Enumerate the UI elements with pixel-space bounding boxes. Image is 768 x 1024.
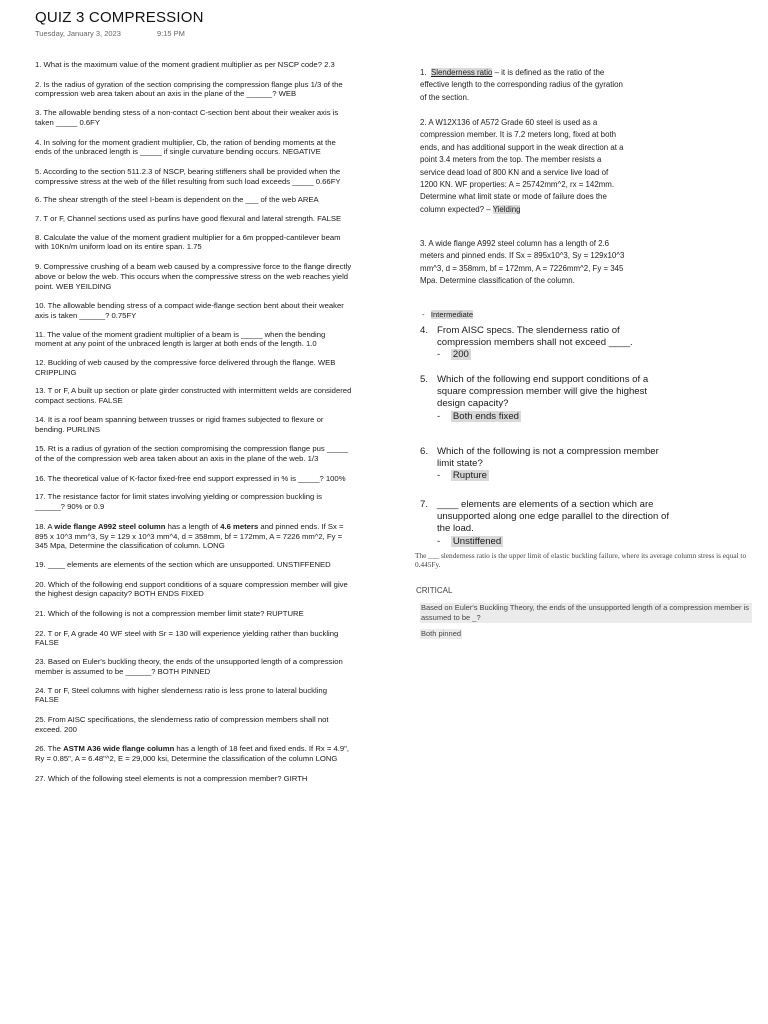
right-question-3: 3. A wide flange A992 steel column has a length of 2.6 meters and pinned ends. If Sx = 895x10^3, Sy = 129x10^3 mm^3, d = 358mm, bf = 172mm, A = 7226mm^2, Fy = 345 Mpa. Determine classification of the column. [420, 239, 625, 286]
question-item: 4. In solving for the moment gradient multiplier, Cb, the ration of bending moments at the ends of the unbraced length is _____ if single curvature bending occurs. NEGATIVE [35, 137, 336, 157]
question-item: 7. T or F, Channel sections used as purlins have good flexural and lateral strength. FALSE [35, 214, 342, 224]
question-item: 10. The allowable bending stress of a compact wide-flange section bent about their weaker axis is taken ______? 0.75FY [35, 301, 344, 320]
question-item: 17. The resistance factor for limit states involving yielding or compression buckling is ______? 90% or 0.9 [35, 492, 322, 512]
page-date: Tuesday, January 3, 2023 [35, 29, 121, 38]
right-answer: - Both ends fixed [437, 410, 520, 422]
slenderness-term: Slenderness ratio [430, 68, 493, 77]
euler-answer: Both pinned [421, 629, 462, 638]
page-meta [35, 29, 185, 38]
question-item: 6. The shear strength of the steel I-beam is dependent on the ___ of the web AREA [35, 195, 319, 205]
question-item: 21. Which of the following is not a compression member limit state? RUPTURE [35, 609, 304, 619]
serif-note: The ___ slenderness ratio is the upper limit of elastic buckling failure, where its average column stress is equal to 0.445Fy. [415, 551, 747, 569]
question-item: 16. The theoretical value of K-factor fixed-free end support expressed in % is _____? 100% [35, 473, 346, 483]
left-question-list [35, 60, 353, 783]
right-question-4: 4. From AISC specs. The slenderness ratio of compression members shall not exceed ____. - 200 [420, 325, 670, 362]
critical-label: CRITICAL [416, 586, 453, 595]
question-item: 24. T or F, Steel columns with higher slenderness ratio is less prone to lateral buckling FALSE [35, 685, 327, 705]
right-answer: - Rupture [437, 470, 488, 482]
right-question-5: 5. Which of the following end support conditions of a square compression member will give the highest design capacity? - Both ends fixed [420, 374, 670, 423]
question-item: 11. The value of the moment gradient multiplier of a beam is _____ when the bending moment at any point of the unbraced length is larger at both ends of the length. 1.0 [35, 329, 326, 349]
question-item: 1. What is the maximum value of the moment gradient multiplier as per NSCP code? 2.3 [35, 60, 335, 69]
question-item: 3. The allowable bending stess of a non-contact C-section bent about their weaker axis is taken _____ 0.6FY [35, 108, 339, 127]
question-item: 8. Calculate the value of the moment gradient multiplier for a 6m propped-cantilever beam with 10Kn/m uniform load on its entire span. 1.75 [35, 232, 341, 252]
page-time: 9:15 PM [156, 29, 185, 38]
question-item: 13. T or F, A built up section or plate girder constructed with intermittent welds are considered compact sections. FALSE [35, 386, 352, 406]
question-item: 18. A wide flange A992 steel column has a length of 4.6 meters and pinned ends. If Sx = 895 x 10^3 mm^3, Sy = 129 x 10^3 mm^4, d = 358mm, bf = 172mm, A = 7226 mm^2, Fy = 345 Mpa, Determine the classification of column. LONG [35, 521, 344, 551]
page-title: QUIZ 3 COMPRESSION [35, 9, 204, 26]
right-answer-yielding: Yielding [492, 204, 521, 214]
right-question-1: 1. Slenderness ratio – it is defined as the ratio of the effective length to the corresponding radius of the gyration of the section. [420, 68, 623, 102]
question-item: 26. The ASTM A36 wide flange column has a length of 18 feet and fixed ends. If Rx = 4.9", Ry = 0.85", A = 6.48"^2, E = 29,000 ksi, Determine the classification of the column LONG [35, 744, 350, 764]
question-item: 19. ____ elements are elements of the section which are unsupported. UNSTIFFENED [35, 559, 331, 569]
right-question-2: 2. A W12X136 of A572 Grade 60 steel is used as a compression member. It is 7.2 meters long, fixed at both ends, and has additional support in the weak direction at a point 3.4 meters from the top. The member resists a service dead load of 800 KN and a service live load of 1200 KN. WF properties: A = 25742mm^2, rx = 142mm. Determine what limit state or mode of failure does the column expected? – Yielding [420, 118, 624, 214]
right-answer-3: - Intermediate [422, 310, 474, 319]
right-question-7: 7. ____ elements are elements of a section which are unsupported along one edge parallel to the direction of the load. - Unstiffened [420, 499, 670, 547]
question-item: 15. Rt is a radius of gyration of the section compromising the compression flange pus _____ of the of the compression web area taken about an axis in the plane of the web. 1/3 [35, 444, 349, 463]
right-answer: - Unstiffened [437, 535, 502, 547]
question-item: 5. According to the section 511.2.3 of NSCP, bearing stiffeners shall be provided when the compressive stress at the web of the fillet resulting from such load exceeds _____ 0.66FY [35, 166, 341, 186]
question-item: 9. Compressive crushing of a beam web caused by a compressive force to the flange directly above or below the web. This occurs when the compressive stress on the web reaches yield point. WEB YEILDING [35, 262, 352, 291]
question-item: 22. T or F, A grade 40 WF steel with Sr = 130 will experience yielding rather than buckling FALSE [35, 628, 339, 648]
question-item: 23. Based on Euler's buckling theory, the ends of the unsupported length of a compression member is assumed to be ______? BOTH PINNED [35, 657, 343, 676]
right-question-6: 6. Which of the following is not a compression member limit state? - Rupture [420, 446, 670, 483]
question-item: 14. It is a roof beam spanning between trusses or rigid frames subjected to flexure or bending. PURLINS [35, 414, 324, 434]
question-item: 20. Which of the following end support conditions of a square compression member will give the highest design capacity? BOTH ENDS FIXED [35, 579, 348, 599]
question-item: 12. Buckling of web caused by the compressive force delivered through the flange. WEB CRIPPLING [35, 358, 336, 377]
question-item: 27. Which of the following steel elements is not a compression member? GIRTH [35, 773, 308, 783]
question-item: 25. From AISC specifications, the slenderness ratio of compression members shall not exceed. 200 [35, 714, 329, 734]
right-answer: - 200 [437, 349, 469, 361]
euler-question: Based on Euler's Buckling Theory, the ends of the unsupported length of a compression member is assumed to be _? [420, 603, 752, 623]
question-item: 2. Is the radius of gyration of the section comprising the compression flange plus 1/3 of the compression web area taken about an axis in the plane of the ______? WEB [35, 79, 343, 99]
